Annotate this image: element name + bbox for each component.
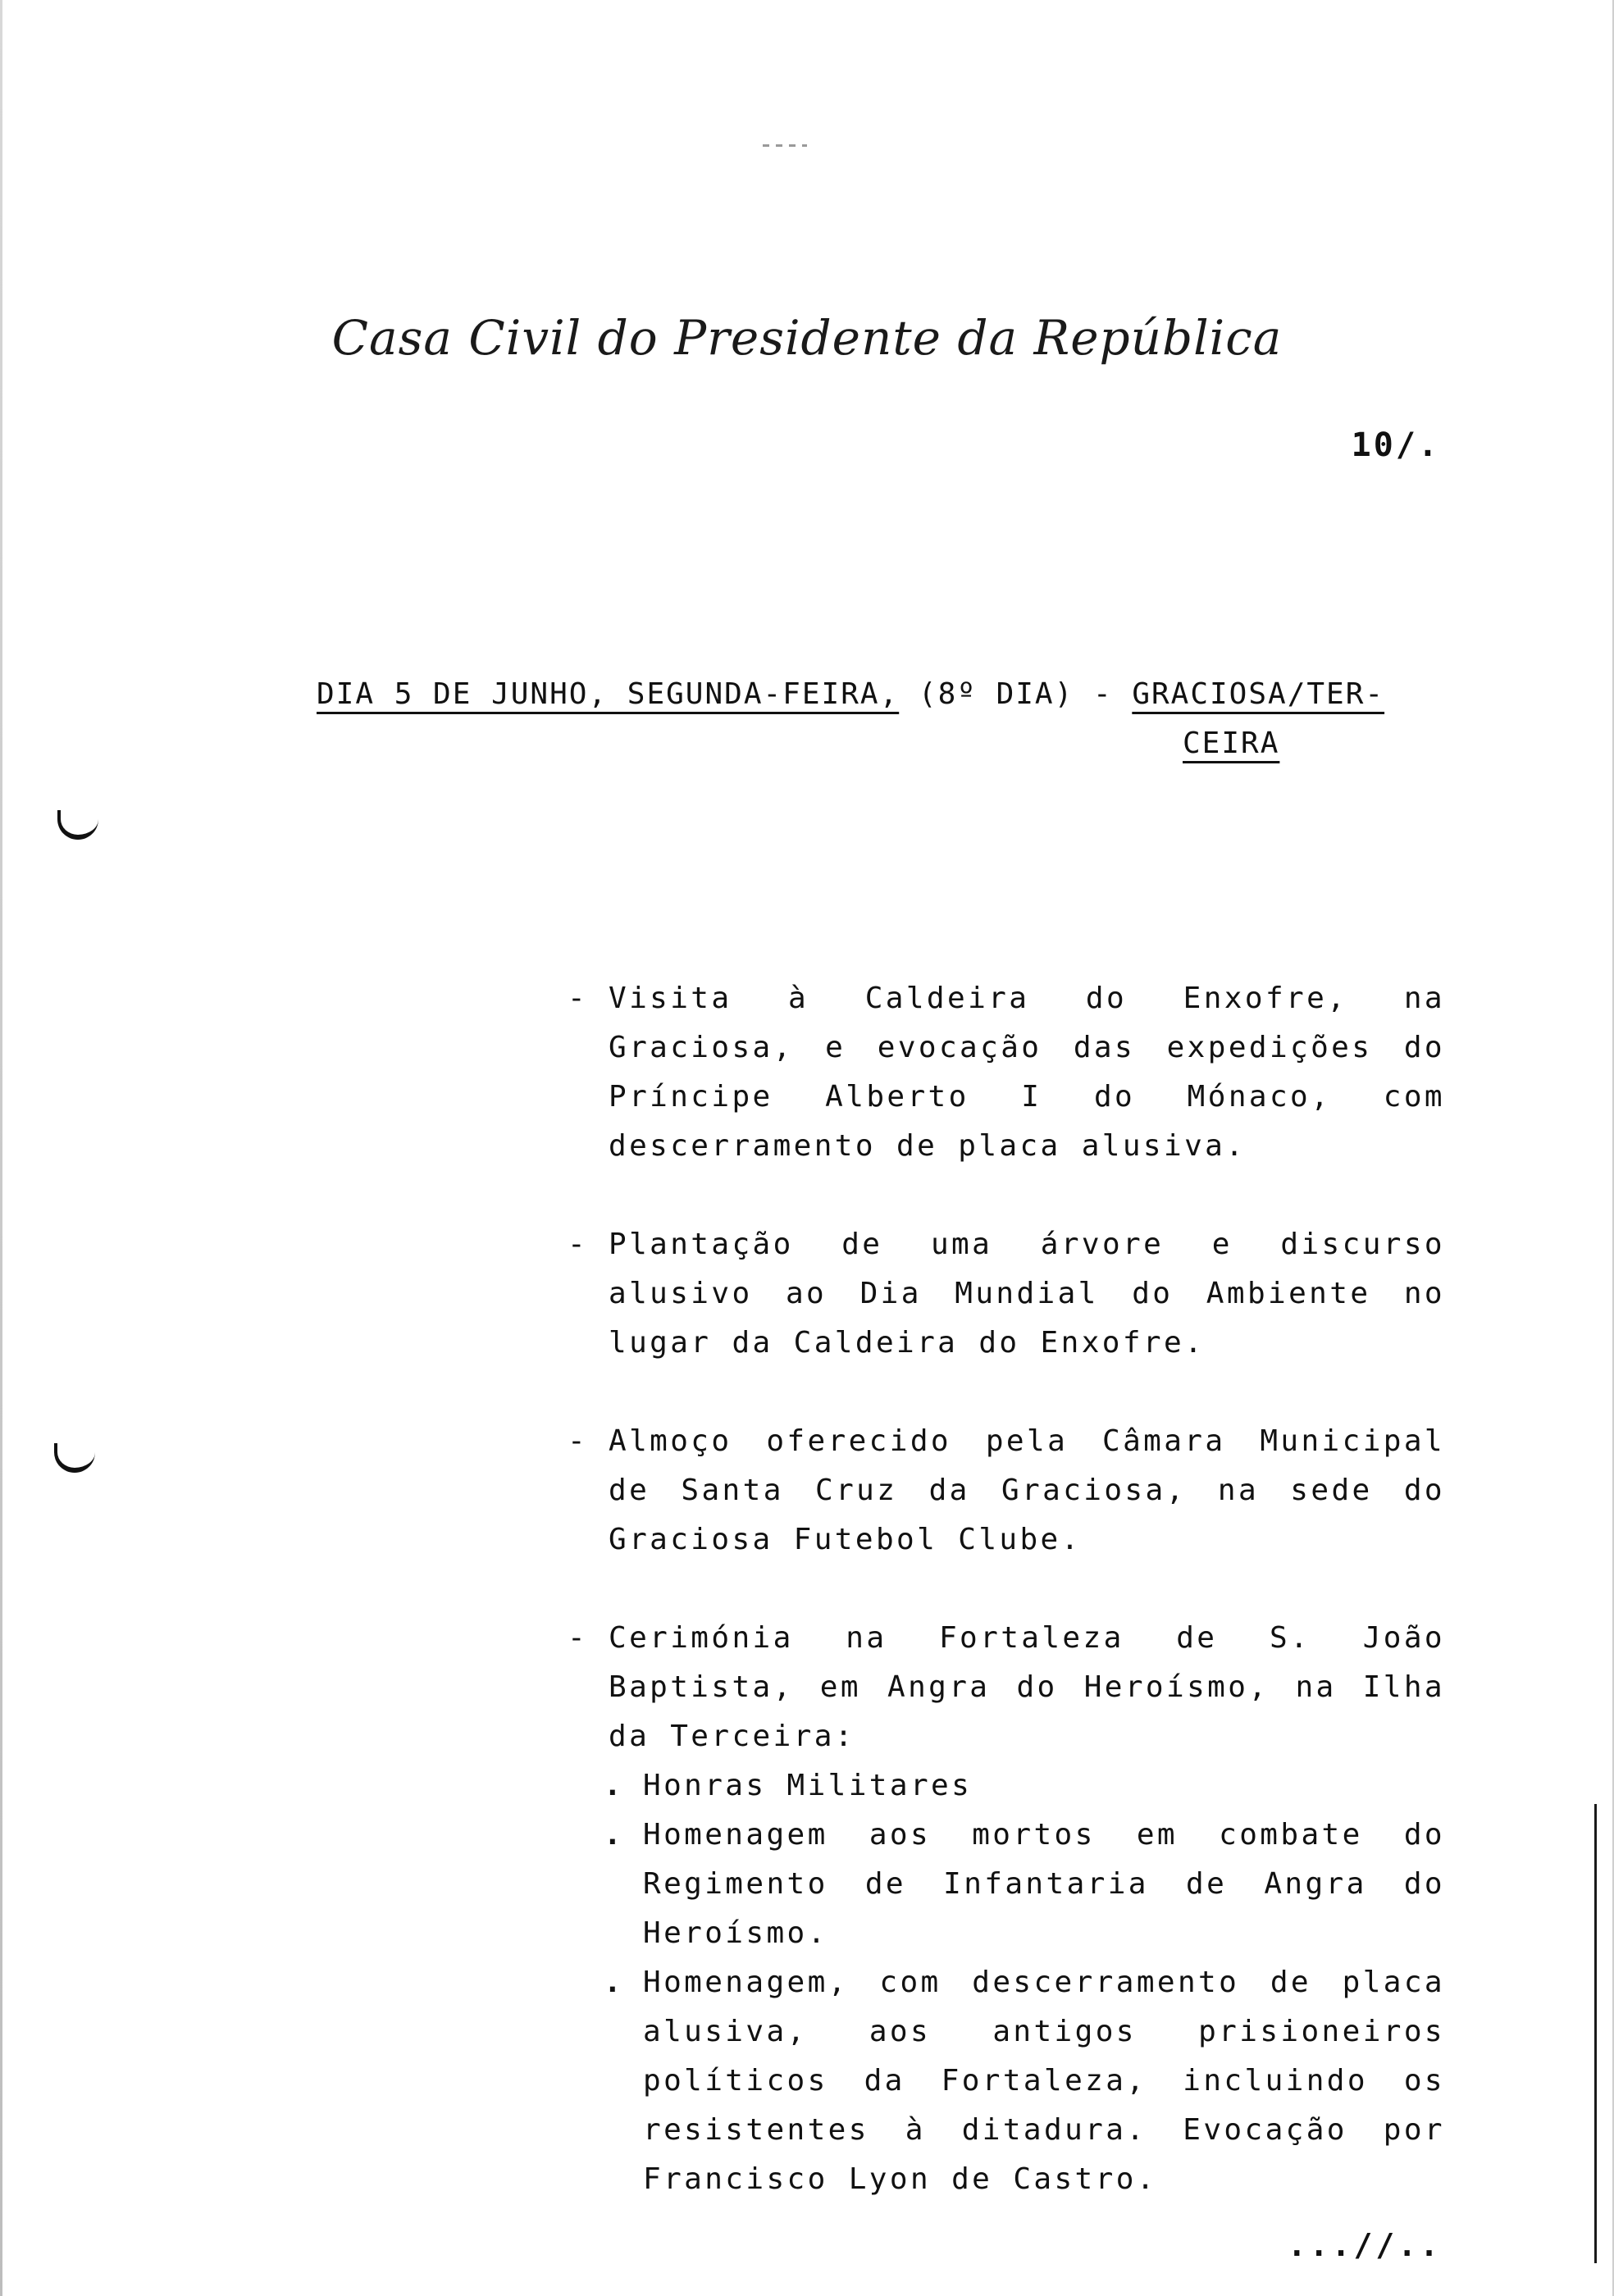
agenda-subitem — [568, 1958, 1445, 2204]
page-number: 10/. — [1351, 426, 1440, 464]
subitem-bullet: . — [604, 1769, 625, 1802]
agenda-list — [568, 974, 1445, 2204]
day-heading — [317, 677, 1384, 711]
agenda-item — [568, 1614, 1445, 1761]
day-heading-location-cont: CEIRA — [1183, 727, 1280, 760]
day-heading-middle: (8º DIA) - — [899, 677, 1133, 711]
agenda-item — [568, 974, 1445, 1171]
item-text: Almoço oferecido pela Câmara Municipal de Santa Cruz da Graciosa, na sede do Graciosa Futebol Clube. — [609, 1424, 1445, 1556]
item-dash: - — [568, 1424, 589, 1458]
continuation-mark: ...//.. — [1287, 2227, 1442, 2263]
item-dash: - — [568, 1621, 589, 1655]
margin-hole-mark — [54, 1443, 95, 1473]
subitem-text: Homenagem aos mortos em combate do Regimento de Infantaria de Angra do Heroísmo. — [643, 1818, 1445, 1950]
day-heading-location: GRACIOSA/TER- — [1132, 677, 1385, 711]
agenda-subitem — [568, 1761, 1445, 1811]
agenda-item — [568, 1417, 1445, 1565]
subitem-text: Honras Militares — [643, 1769, 973, 1802]
item-text: Cerimónia na Fortaleza de S. João Baptista, em Angra do Heroísmo, na Ilha da Terceira: — [609, 1621, 1445, 1753]
margin-hole-mark — [57, 810, 98, 840]
subitem-bullet: . — [604, 1818, 625, 1852]
letterhead: Casa Civil do Presidente da República — [331, 310, 1283, 366]
agenda-subitem — [568, 1811, 1445, 1958]
subitem-text: Homenagem, com descerramento de placa alusiva, aos antigos prisioneiros políticos da Fortaleza, incluindo os resistentes à ditadura. Evocação por Francisco Lyon de Castro. — [643, 1966, 1445, 2196]
scan-speck — [763, 144, 807, 147]
agenda-item — [568, 1220, 1445, 1368]
item-dash: - — [568, 1228, 589, 1261]
subitem-bullet: . — [604, 1966, 625, 1999]
item-text: Plantação de uma árvore e discurso alusivo ao Dia Mundial do Ambiente no lugar da Caldeira do Enxofre. — [609, 1228, 1445, 1360]
scan-edge-rule — [1594, 1804, 1597, 2263]
day-heading-continuation — [1183, 727, 1279, 760]
item-text: Visita à Caldeira do Enxofre, na Graciosa, e evocação das expedições do Príncipe Alberto I do Mónaco, com descerramento de placa alusiva. — [609, 982, 1445, 1163]
item-dash: - — [568, 982, 589, 1015]
day-heading-date: DIA 5 DE JUNHO, SEGUNDA-FEIRA, — [317, 677, 900, 711]
